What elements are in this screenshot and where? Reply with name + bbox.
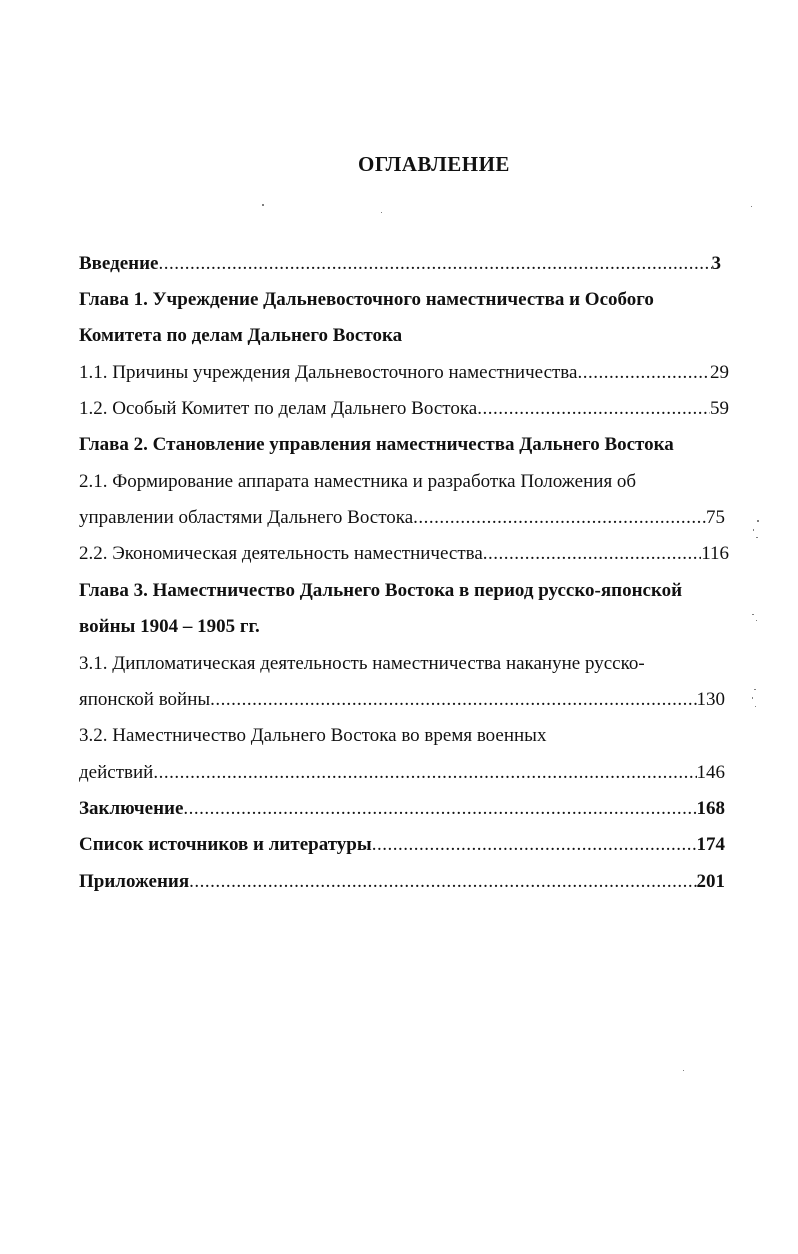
scan-speck xyxy=(381,212,382,213)
toc-entry-label: действий xyxy=(79,762,154,783)
leader-dots xyxy=(413,504,706,532)
toc-entry-3-1 xyxy=(79,686,725,714)
toc-entry-label: 1.2. Особый Комитет по делам Дальнего Востока xyxy=(79,398,478,419)
leader-dots xyxy=(153,759,696,787)
toc-entry-3-2-line-1: 3.2. Наместничество Дальнего Востока во время военных xyxy=(79,725,547,746)
toc-page-number: 29 xyxy=(710,362,729,383)
leader-dots xyxy=(477,395,710,423)
leader-dots xyxy=(189,868,696,896)
toc-page-number: 130 xyxy=(696,689,725,710)
scan-speck xyxy=(756,537,758,538)
scan-speck xyxy=(683,1070,684,1071)
toc-page-number: 75 xyxy=(706,507,725,528)
toc-page-number: 146 xyxy=(696,762,725,783)
leader-dots xyxy=(483,540,701,568)
scan-speck xyxy=(262,204,264,206)
leader-dots xyxy=(210,686,696,714)
scan-speck xyxy=(754,689,756,690)
scan-speck xyxy=(755,706,756,707)
toc-page-number: 59 xyxy=(710,398,729,419)
toc-page-number: 3 xyxy=(711,253,721,274)
scan-speck xyxy=(752,697,753,699)
leader-dots xyxy=(577,359,710,387)
toc-entry-3-2 xyxy=(79,759,725,787)
toc-entry-1-1 xyxy=(79,359,729,387)
toc-chapter-3-line-2: войны 1904 – 1905 гг. xyxy=(79,616,260,637)
toc-entry-intro xyxy=(79,250,721,278)
scan-speck xyxy=(751,206,752,207)
leader-dots xyxy=(159,250,712,278)
toc-chapter-1-line-2: Комитета по делам Дальнего Востока xyxy=(79,325,403,346)
toc-entry-label: японской войны xyxy=(79,689,211,710)
toc-page-number: 201 xyxy=(696,871,725,892)
toc-entry-label: Заключение xyxy=(79,798,184,819)
toc-entry-2-2 xyxy=(79,540,729,568)
toc-entry-label: 1.1. Причины учреждения Дальневосточного наместничества xyxy=(79,362,578,383)
scan-speck xyxy=(753,529,754,531)
leader-dots xyxy=(372,831,697,859)
leader-dots xyxy=(183,795,696,823)
toc-page-number: 116 xyxy=(701,543,729,564)
toc-entry-label: управлении областями Дальнего Востока xyxy=(79,507,414,528)
toc-entry-label: Введение xyxy=(79,253,159,274)
toc-entry-3-1-line-1: 3.1. Дипломатическая деятельность наместничества накануне русско- xyxy=(79,653,645,674)
scan-speck xyxy=(756,620,757,621)
scan-speck xyxy=(757,520,759,522)
toc-chapter-3-line-1: Глава 3. Наместничество Дальнего Востока в период русско-японской xyxy=(79,580,683,601)
toc-entry-2-1-line-1: 2.1. Формирование аппарата наместника и разработка Положения об xyxy=(79,471,637,492)
toc-chapter-1-line-1: Глава 1. Учреждение Дальневосточного наместничества и Особого xyxy=(79,289,654,310)
toc-page-number: 174 xyxy=(696,834,725,855)
toc-entry-appendix xyxy=(79,868,725,896)
toc-entry-label: Список источников и литературы xyxy=(79,834,372,855)
toc-entry-conclusion xyxy=(79,795,725,823)
toc-entry-label: 2.2. Экономическая деятельность наместничества xyxy=(79,543,483,564)
toc-entry-1-2 xyxy=(79,395,729,423)
scan-speck xyxy=(752,614,754,615)
toc-entry-2-1 xyxy=(79,504,725,532)
toc-page-number: 168 xyxy=(696,798,725,819)
toc-chapter-2: Глава 2. Становление управления наместничества Дальнего Востока xyxy=(79,434,674,455)
toc-entry-label: Приложения xyxy=(79,871,190,892)
page-title: ОГЛАВЛЕНИЕ xyxy=(358,152,510,176)
toc-entry-sources xyxy=(79,831,725,859)
